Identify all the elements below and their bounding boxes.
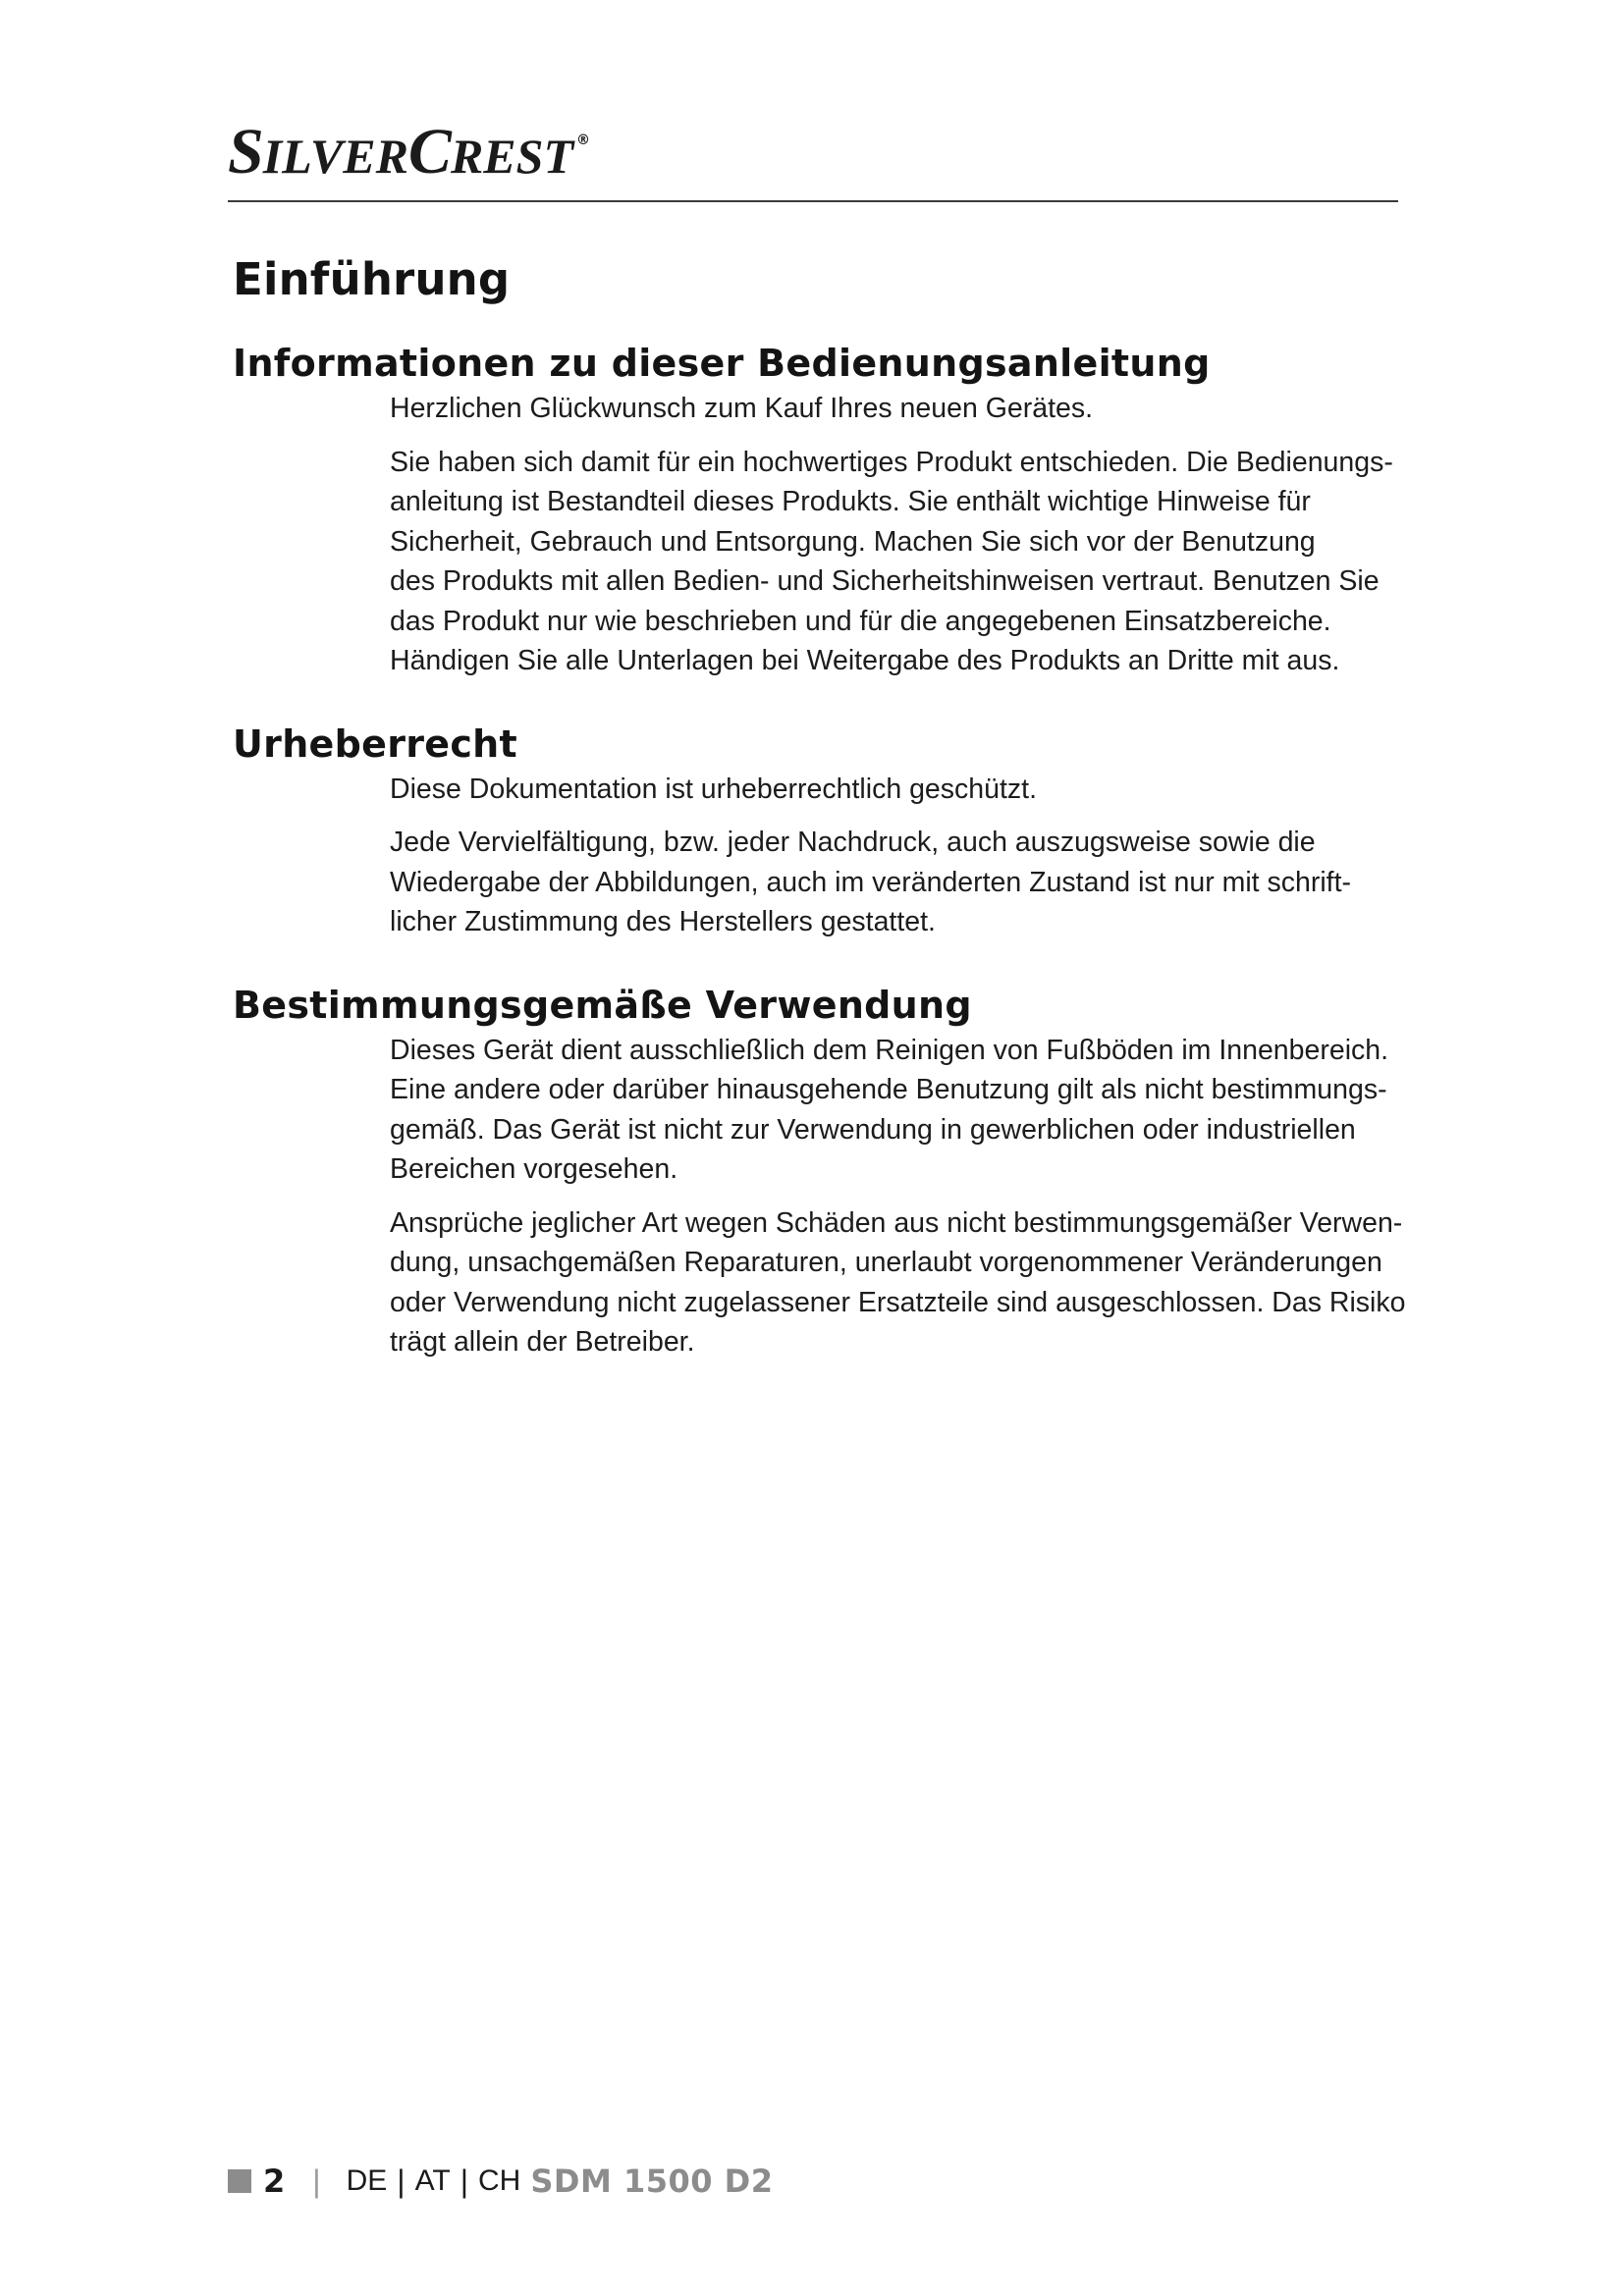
page-number: 2 <box>263 2163 286 2200</box>
page-marker-square-icon <box>228 2169 251 2193</box>
paragraph: Jede Vervielfältigung, bzw. jeder Nachdruck, auch auszugsweise sowie die Wiedergabe der Abbildungen, auch im veränderten Zustand ist nur mit schrift- licher Zustimmung des Herstellers gestattet. <box>390 827 1352 937</box>
section-heading: Informationen zu dieser Bedienungsanleitung <box>233 342 1211 385</box>
section-urheberrecht <box>233 719 1411 942</box>
logo-letters-rest: REST <box>450 129 574 184</box>
registered-mark: ® <box>576 133 590 148</box>
paragraph: Ansprüche jeglicher Art wegen Schäden aus nicht bestimmungsgemäßer Verwen- dung, unsachgemäßen Reparaturen, unerlaubt vorgenommener Veränderungen oder Verwendung nicht zugelassener Ersatzteile sind ausgeschlossen. Das Risiko trägt allein der Betreiber. <box>390 1206 1406 1358</box>
section-body <box>390 389 1411 681</box>
paragraph: Diese Dokumentation ist urheberrechtlich geschützt. <box>390 773 1037 805</box>
logo-letter-s: S <box>228 116 263 187</box>
country-separator: | <box>460 2163 468 2199</box>
paragraph: Herzlichen Glückwunsch zum Kauf Ihres neuen Gerätes. <box>390 393 1094 424</box>
section-heading: Bestimmungsgemäße Verwendung <box>233 983 972 1027</box>
section-informationen <box>233 338 1411 681</box>
page-footer <box>228 2160 773 2203</box>
logo-letter-c: C <box>407 116 451 187</box>
paragraph: Dieses Gerät dient ausschließlich dem Reinigen von Fußböden im Innenbereich. Eine andere oder darüber hinausgehende Benutzung gilt als nicht bestimmungs- gemäß. Das Gerät ist nicht zur Verwendung in gewerblichen oder industriellen Bereichen vorgesehen. <box>390 1034 1389 1185</box>
country-de: DE <box>346 2164 388 2197</box>
country-separator: | <box>397 2163 406 2199</box>
page-title: Einführung <box>233 253 511 305</box>
page-content <box>233 247 1411 1400</box>
country-ch: CH <box>478 2164 521 2197</box>
model-number: SDM 1500 D2 <box>530 2163 774 2200</box>
section-verwendung <box>233 980 1411 1362</box>
section-heading: Urheberrecht <box>233 721 517 766</box>
header-divider <box>228 200 1398 202</box>
country-at: AT <box>414 2164 451 2197</box>
paragraph: Sie haben sich damit für ein hochwertiges Produkt entschieden. Die Bedienungs- anleitung ist Bestandteil dieses Produkts. Sie enthält wichtige Hinweise für Sicherheit, Gebrauch und Entsorgung. Machen Sie sich vor der Benutzung des Produkts mit allen Bedien- und Sicherheitshinweisen vertraut. Benutzen Sie das Produkt nur wie beschrieben und für die angegebenen Einsatzbereiche. Händigen Sie alle Unterlagen bei Weitergabe des Produkts an Dritte mit aus. <box>390 446 1393 676</box>
section-body <box>390 770 1411 942</box>
logo-letters-ilver: ILVER <box>262 129 408 184</box>
silvercrest-logo <box>228 116 590 187</box>
footer-separator: | <box>312 2163 321 2199</box>
section-body <box>390 1031 1411 1362</box>
